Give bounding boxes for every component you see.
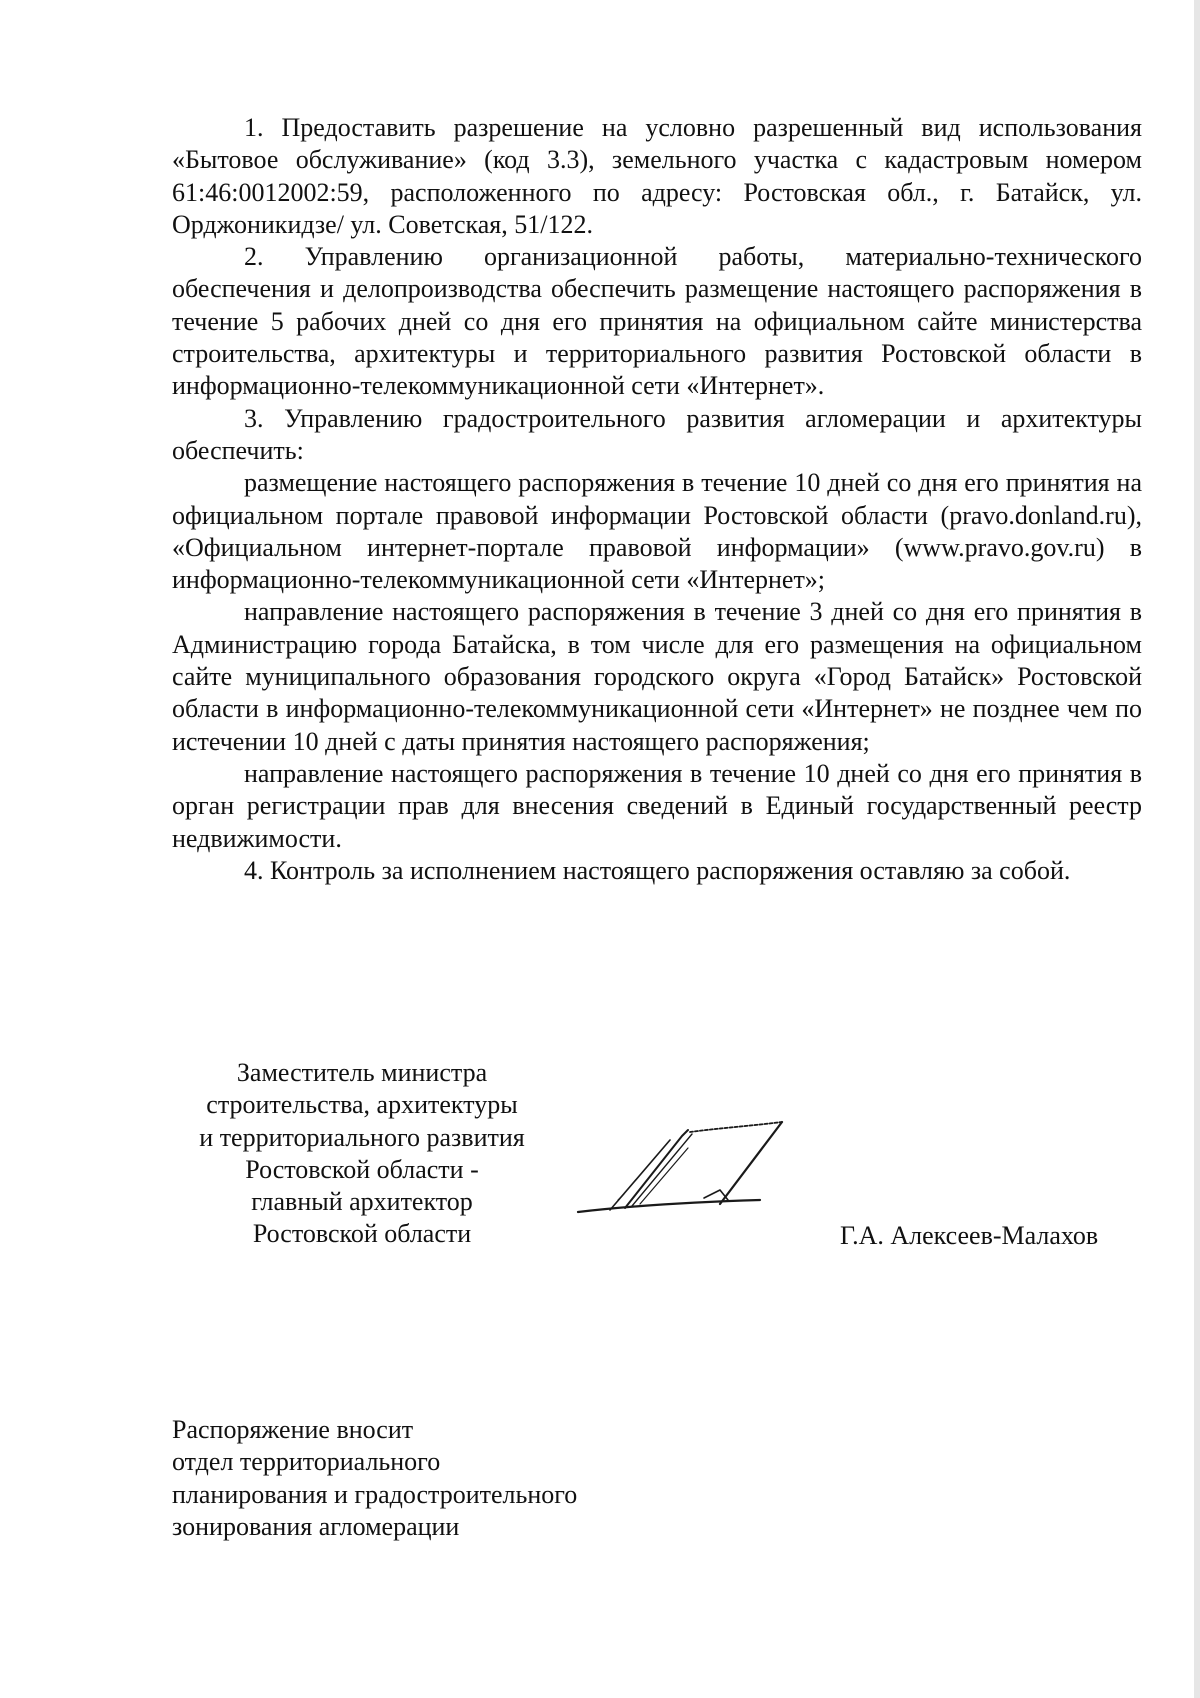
paragraph-4-control: 4. Контроль за исполнением настоящего распоряжения оставляю за собой. [244,855,1071,885]
signatory-title-line: Ростовской области [252,1219,472,1249]
paragraph-1-permission: 1. Предоставить разрешение на условно разрешенный вид использования «Бытовое обслуживание» (код 3.3), земельного участка с кадастровым номером 61:46:0012002:59, расположенного по адресу: Ростовская обл., г. Батайск, ул. Орджоникидзе/ ул. Советская, 51/122. [172,113,1142,239]
footer-line: зонирования агломерации [172,1511,460,1541]
signatory-name: Г.А. Алексеев-Малахов [840,1221,1099,1250]
footer-line: планирования и градостроительного [172,1479,578,1509]
paragraph-3-item-legal-portal: размещение настоящего распоряжения в течение 10 дней со дня его принятия на официальном портале правовой информации Ростовской области (pravo.donland.ru), «Официальном интернет-портале правовой информации» (www.pravo.gov.ru) в информационно-телекоммуникационной сети «Интернет»; [172,468,1142,595]
handwritten-signature [570,1100,810,1230]
paragraph-2-publication-website: 2. Управлению организационной работы, материально-технического обеспечения и делопроизводства обеспечить размещение настоящего распоряжения в течение 5 рабочих дней со дня его принятия на официальном сайте министерства строительства, архитектуры и территориального развития Ростовской области в информационно-телекоммуникационной сети «Интернет». [172,242,1142,401]
signatory-title-line: и территориального развития [199,1122,525,1152]
paragraph-3-urban-development: 3. Управлению градостроительного развития агломерации и архитектуры обеспечить: [172,403,1142,465]
signatory-title-line: строительства, архитектуры [206,1090,518,1120]
signatory-title-line: Заместитель министра [236,1058,488,1087]
signatory-title-line: Ростовской области - [245,1154,479,1184]
document-body [172,112,1142,887]
signatory-title-line: главный архитектор [251,1187,473,1217]
paragraph-3-item-registry: направление настоящего распоряжения в течение 10 дней со дня его принятия в орган регистрации прав для внесения сведений в Единый государственный реестр недвижимости. [172,758,1142,853]
footer-line: отдел территориального [172,1447,441,1477]
footer-line: Распоряжение вносит [172,1415,414,1444]
submitted-by-note [172,1414,577,1543]
signatory-title [176,1057,548,1251]
paragraph-3-item-city-administration: направление настоящего распоряжения в течение 3 дней со дня его принятия в Администрацию города Батайска, в том числе для его размещения на официальном сайте муниципального образования городского округа «Город Батайск» Ростовской области в информационно-телекоммуникационной сети «Интернет» не позднее чем по истечении 10 дней с даты принятия настоящего распоряжения; [172,597,1142,756]
